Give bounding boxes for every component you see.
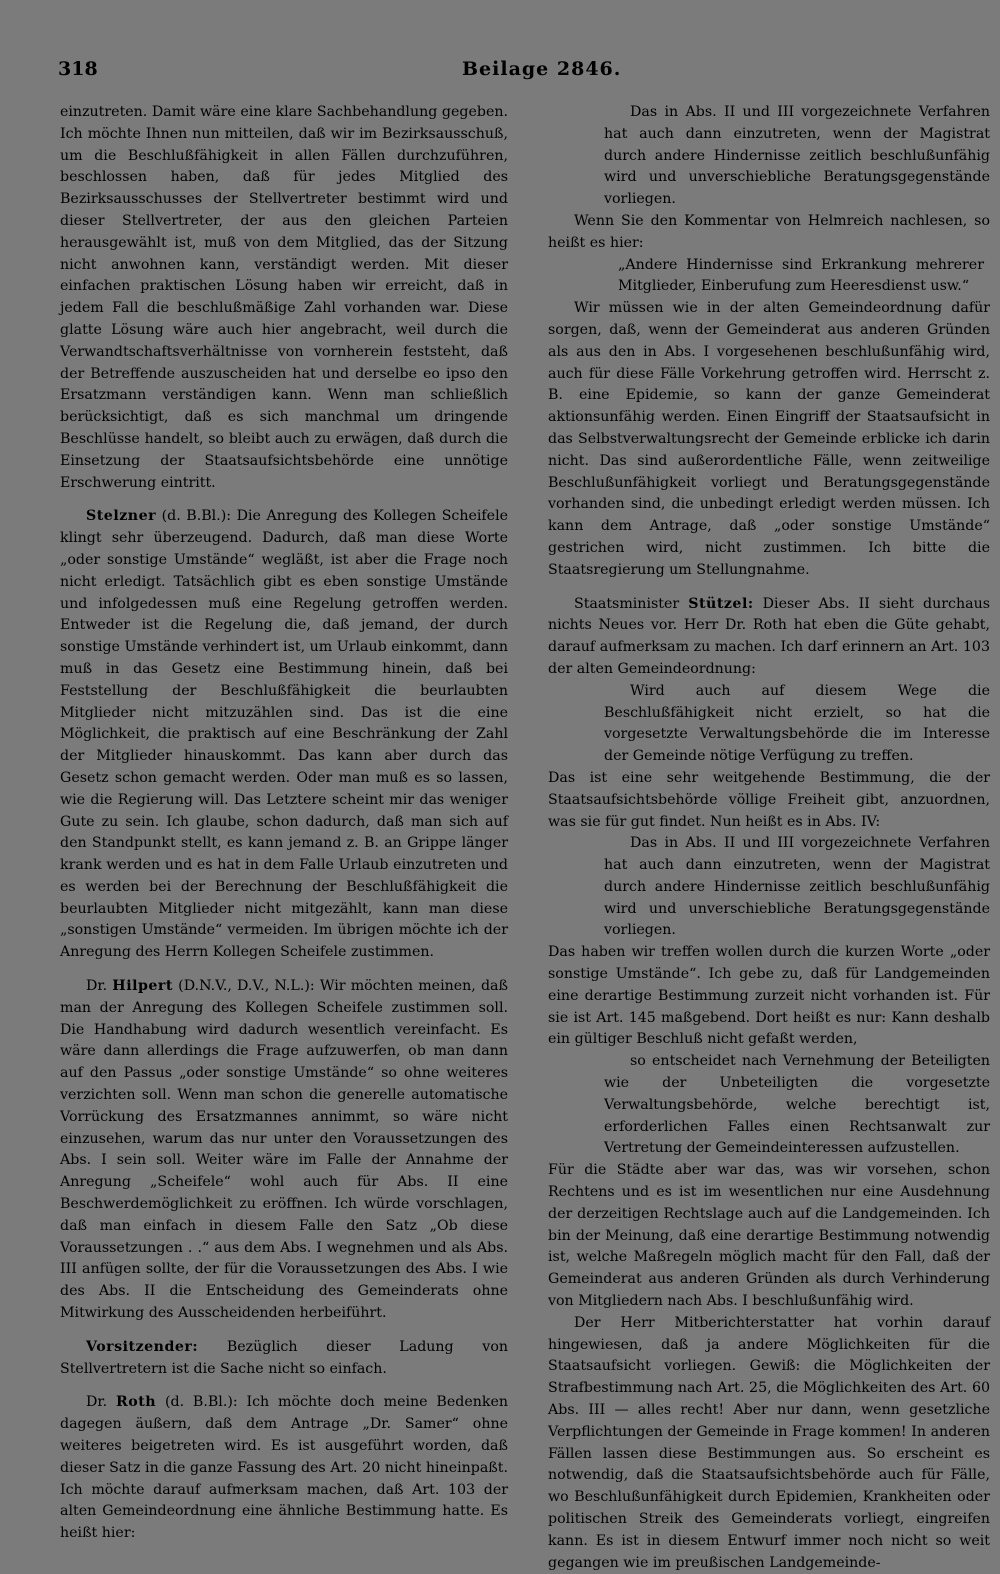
speech-stelzner	[60, 506, 508, 964]
speech-vorsitzender	[60, 1337, 508, 1381]
speech-roth	[60, 1392, 508, 1545]
speech-text: Dieser Abs. II sieht durchaus nichts Neues vor. Herr Dr. Roth hat eben die Güte gehabt, darauf aufmerksam zu machen. Ich darf erinnern an Art. 103 der alten Gemeindeordnung:	[548, 595, 990, 677]
speaker-title: Dr.	[86, 1394, 116, 1411]
speech-text: Wir möchten meinen, daß man der Anregung des Kollegen Scheifele zustimmen soll. Die Handhabung wird dadurch wesentlich vereinfacht. Es wäre dann allerdings die Frage aufzuwerfen, ob man dann auf den Passus „oder sonstige Umstände“ so ohne weiteres verzichten soll. Wenn man schon die generelle automatische Vorrückung des Ersatzmannes annimmt, so wäre nicht einzusehen, warum das nur unter den Voraussetzungen des Abs. I sein soll. Weiter wäre im Falle der Annahme der Anregung „Scheifele“ wohl auch für Abs. II eine Beschwerdemöglichkeit zu eröffnen. Ich würde vorschlagen, daß man einfach in diesem Falle den Satz „Ob diese Voraussetzungen . .“ aus dem Abs. I wegnehmen und als Abs. III anfügen sollte, der für die Voraussetzungen des Abs. I wie des Abs. II die Entscheidung des Gemeinderats ohne Mitwirkung des Ausscheidenden herbeiführt.	[60, 978, 508, 1322]
speaker-name: Stelzner	[86, 508, 157, 525]
speaker-title: Dr.	[86, 978, 113, 995]
speaker-name: Stützel:	[688, 595, 754, 612]
quotation: so entscheidet nach Vernehmung der Beteiligten wie der Unbeteiligten die vorgesetzte Verwaltungsbehörde, welche berechtigt ist, erforderlichen Falles einen Rechtsanwalt zur Vertretung der Gemeindeinteressen aufzustellen.	[604, 1053, 990, 1157]
speaker-party: (D.N.V., D.V., N.L.):	[172, 978, 315, 995]
paragraph: Wenn Sie den Kommentar von Helmreich nachlesen, so heißt es hier:	[548, 212, 990, 251]
paragraph: Das haben wir treffen wollen durch die kurzen Worte „oder sonstige Umstände“. Ich gebe zu, daß für Landgemeinden eine derartige Bestimmung zurzeit nicht vorhanden ist. Für sie ist Art. 145 maßgebend. Dort heißt es nur: Kann deshalb ein gültiger Beschluß nicht gefaßt werden,	[548, 944, 990, 1048]
speaker-name: Hilpert	[112, 978, 173, 995]
speech-hilpert	[60, 976, 508, 1325]
paragraph: Das ist eine sehr weitgehende Bestimmung, die der Staatsaufsichtsbehörde völlige Freiheit gibt, anzuordnen, was sie für gut findet. Nun heißt es in Abs. IV:	[548, 769, 990, 830]
page-header	[0, 58, 1000, 88]
speech-text: Die Anregung des Kollegen Scheifele klingt sehr überzeugend. Dadurch, daß man diese Worte „oder sonstige Umstände“ wegläßt, ist aber die Frage noch nicht erledigt. Tatsächlich gibt es eben sonstige Umstände und infolgedessen muß eine Regelung getroffen werden. Entweder ist die Regelung die, daß jemand, der durch sonstige Umstände verhindert ist, um Urlaub einkommt, dann muß in das Gesetz eine Bestimmung hinein, daß bei Feststellung der Beschlußfähigkeit die beurlaubten Mitglieder nicht mitzuzählen sind. Das ist die eine Möglichkeit, die praktisch auf eine Beschränkung der Zahl der Mitglieder hinauskommt. Das kann aber durch das Gesetz schon gemacht werden. Oder man muß es so lassen, wie die Regierung will. Das Letztere scheint mir das weniger Gute zu sein. Ich glaube, schon dadurch, daß man sich auf den Standpunkt stellt, es kann jemand z. B. an Grippe länger krank werden und es hat in dem Falle Urlaub einzutreten und es werden bei der Berechnung der Beschlußfähigkeit die beurlaubten Mitglieder nicht mitgezählt, kann man diese „sonstigen Umstände“ vermeiden. Im übrigen möchte ich der Anregung des Herrn Kollegen Scheifele zustimmen.	[60, 508, 509, 961]
speaker-party: (d. B.Bl.):	[156, 508, 232, 525]
paragraph: Wir müssen wie in der alten Gemeindeordnung dafür sorgen, daß, wenn der Gemeinderat aus anderen Gründen als aus den in Abs. I vorgesehenen beschlußunfähig wird, auch für diese Fälle Vorkehrung getroffen wird. Herrscht z. B. eine Epidemie, so kann der ganze Gemeinderat aktionsunfähig werden. Einen Eingriff der Staatsaufsicht in das Selbstverwaltungsrecht der Gemeinde erblicke ich darin nicht. Das sind außerordentliche Fälle, wenn zeitweilige Beschlußunfähigkeit vorliegt und Beratungsgegenstände vorhanden sind, die unbedingt erledigt werden müssen. Ich kann dem Antrage, daß „oder sonstige Umstände“ gestrichen wird, nicht zustimmen. Ich bitte die Staatsregierung um Stellungnahme.	[548, 300, 990, 578]
quotation: Wird auch auf diesem Wege die Beschlußfähigkeit nicht erzielt, so hat die vorgesetzte Verwaltungsbehörde die im Interesse der Gemeinde nötige Verfügung zu treffen.	[604, 682, 990, 765]
quotation: „Andere Hindernisse sind Erkrankung mehrerer Mitglieder, Einberufung zum Heeresdienst usw.“	[618, 256, 984, 295]
speech-stuetzel	[548, 594, 990, 681]
quotation: Das in Abs. II und III vorgezeichnete Verfahren hat auch dann einzutreten, wenn der Magistrat durch andere Hindernisse zeitlich beschlußunfähig wird und unverschiebliche Beratungsgegenstände vorliegen.	[604, 835, 990, 939]
speech-text: Bezüglich dieser Ladung von Stellvertretern ist die Sache nicht so einfach.	[60, 1338, 508, 1377]
paragraph: einzutreten. Damit wäre eine klare Sachbehandlung gegeben. Ich möchte Ihnen nun mitteilen, daß wir im Bezirksausschuß, um die Beschlußfähigkeit in allen Fällen durchzuführen, beschlossen haben, daß für jedes Mitglied des Bezirksausschusses der Stellvertreter bestimmt wird und dieser Stellvertreter, der aus den gleichen Parteien herausgewählt ist, muß von dem Mitglied, das der Sitzung nicht anwohnen kann, verständigt werden. Mit dieser einfachen praktischen Lösung haben wir erreicht, daß in jedem Fall die beschlußmäßige Zahl vorhanden war. Diese glatte Lösung wäre auch hier angebracht, weil durch die Verwandtschaftsverhältnisse von vornherein feststeht, daß der Betreffende auszuscheiden hat und derselbe eo ipso den Ersatzmann verständigen kann. Wenn man schließlich berücksichtigt, daß es sich manchmal um dringende Beschlüsse handelt, so bleibt auch zu erwägen, daß durch die Einsetzung der Staatsaufsichtsbehörde eine unnötige Erschwerung eintritt.	[60, 104, 508, 491]
left-column	[60, 102, 509, 1542]
running-title: Beilage 2846.	[462, 58, 622, 80]
speaker-name: Roth	[115, 1394, 157, 1411]
speaker-title: Staatsminister	[574, 595, 689, 612]
speaker-party: (d. B.Bl.):	[156, 1394, 238, 1411]
right-column	[548, 102, 990, 1571]
page-number: 318	[58, 58, 98, 80]
quotation: Das in Abs. II und III vorgezeichnete Verfahren hat auch dann einzutreten, wenn der Magistrat durch andere Hindernisse zeitlich beschlußunfähig wird und unverschiebliche Beratungsgegenstände vorliegen.	[604, 104, 990, 208]
speech-text: Ich möchte doch meine Bedenken dagegen äußern, daß dem Antrage „Dr. Samer“ ohne weiteres beigetreten wird. Es ist ausgeführt worden, daß dieser Satz in die ganze Fassung des Art. 20 nicht hineinpaßt. Ich möchte darauf aufmerksam machen, daß Art. 103 der alten Gemeindeordnung eine ähnliche Bestimmung hatte. Es heißt hier:	[60, 1394, 508, 1542]
paragraph: Für die Städte aber war das, was wir vorsehen, schon Rechtens und es ist im wesentlichen nur eine Ausdehnung der derzeitigen Rechtslage auch auf die Landgemeinden. Ich bin der Meinung, daß eine derartige Bestimmung notwendig ist, welche Maßregeln möglich macht für den Fall, daß der Gemeinderat aus anderen Gründen als durch Verhinderung von Mitgliedern nach Abs. I beschlußunfähig wird.	[548, 1162, 990, 1310]
paragraph: Der Herr Mitberichterstatter hat vorhin darauf hingewiesen, daß ja andere Möglichkeiten für die Staatsaufsicht vorliegen. Gewiß: die Möglichkeiten der Strafbestimmung nach Art. 25, die Möglichkeiten des Art. 60 Abs. III — alles recht! Aber nur dann, wenn gesetzliche Verpflichtungen der Gemeinde in Frage kommen! In anderen Fällen lassen diese Bestimmungen aus. So erscheint es notwendig, daß die Staatsaufsichtsbehörde auch für Fälle, wo Beschlußunfähigkeit durch Epidemien, Krankheiten oder politischen Streik des Gemeinderats vorliegt, eingreifen kann. Es ist in diesem Entwurf immer noch nicht so weit gegangen wie im preußischen Landgemeinde-	[548, 1314, 990, 1571]
speaker-name: Vorsitzender:	[86, 1338, 199, 1355]
